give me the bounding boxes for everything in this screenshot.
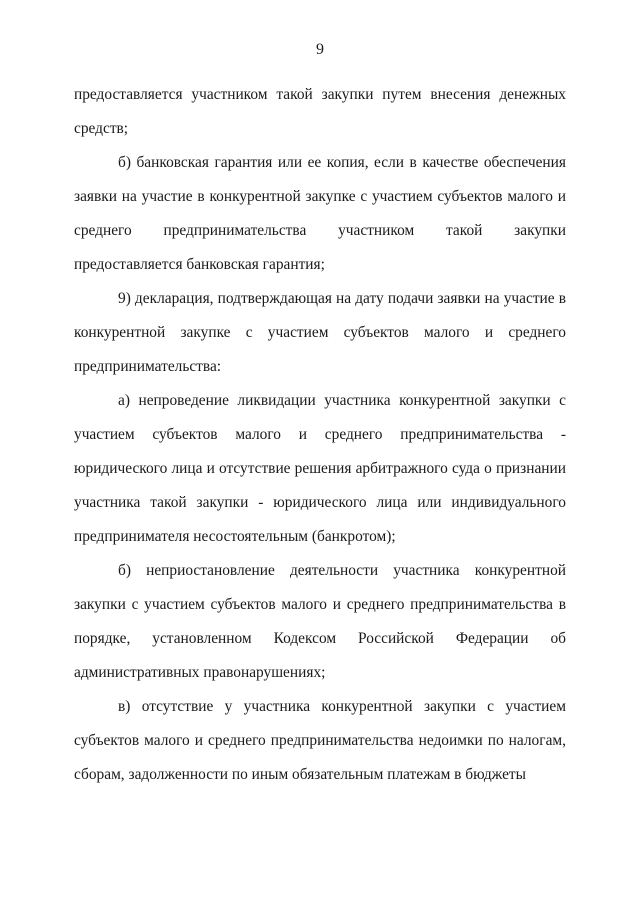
paragraph-item-9-declaration: 9) декларация, подтверждающая на дату подачи заявки на участие в конкурентной закупке с участием субъектов малого и среднего предпринимательства: xyxy=(74,290,566,375)
paragraph-subitem-v-no-arrears: в) отсутствие у участника конкурентной закупки с участием субъектов малого и среднего предпринимательства недоимки по налогам, сборам, задолженности по иным обязательным платежам в бюджеты xyxy=(74,698,566,783)
document-body xyxy=(74,78,566,792)
page-number: 9 xyxy=(316,41,324,58)
paragraph-subitem-b-no-suspension: б) неприостановление деятельности участника конкурентной закупки с участием субъектов малого и среднего предпринимательства в порядке, установленном Кодексом Российской Федерации об административных правонарушениях; xyxy=(74,562,566,681)
paragraph-item-b-bank-guarantee: б) банковская гарантия или ее копия, если в качестве обеспечения заявки на участие в конкурентной закупке с участием субъектов малого и среднего предпринимательства участником такой закупки предоставляется банковская гарантия; xyxy=(74,154,566,273)
paragraph-subitem-a-no-liquidation: а) непроведение ликвидации участника конкурентной закупки с участием субъектов малого и среднего предпринимательства - юридического лица и отсутствие решения арбитражного суда о признании участника такой закупки - юридического лица или индивидуального предпринимателя несостоятельным (банкротом); xyxy=(74,392,566,545)
paragraph-continuation: предоставляется участником такой закупки путем внесения денежных средств; xyxy=(74,86,566,137)
